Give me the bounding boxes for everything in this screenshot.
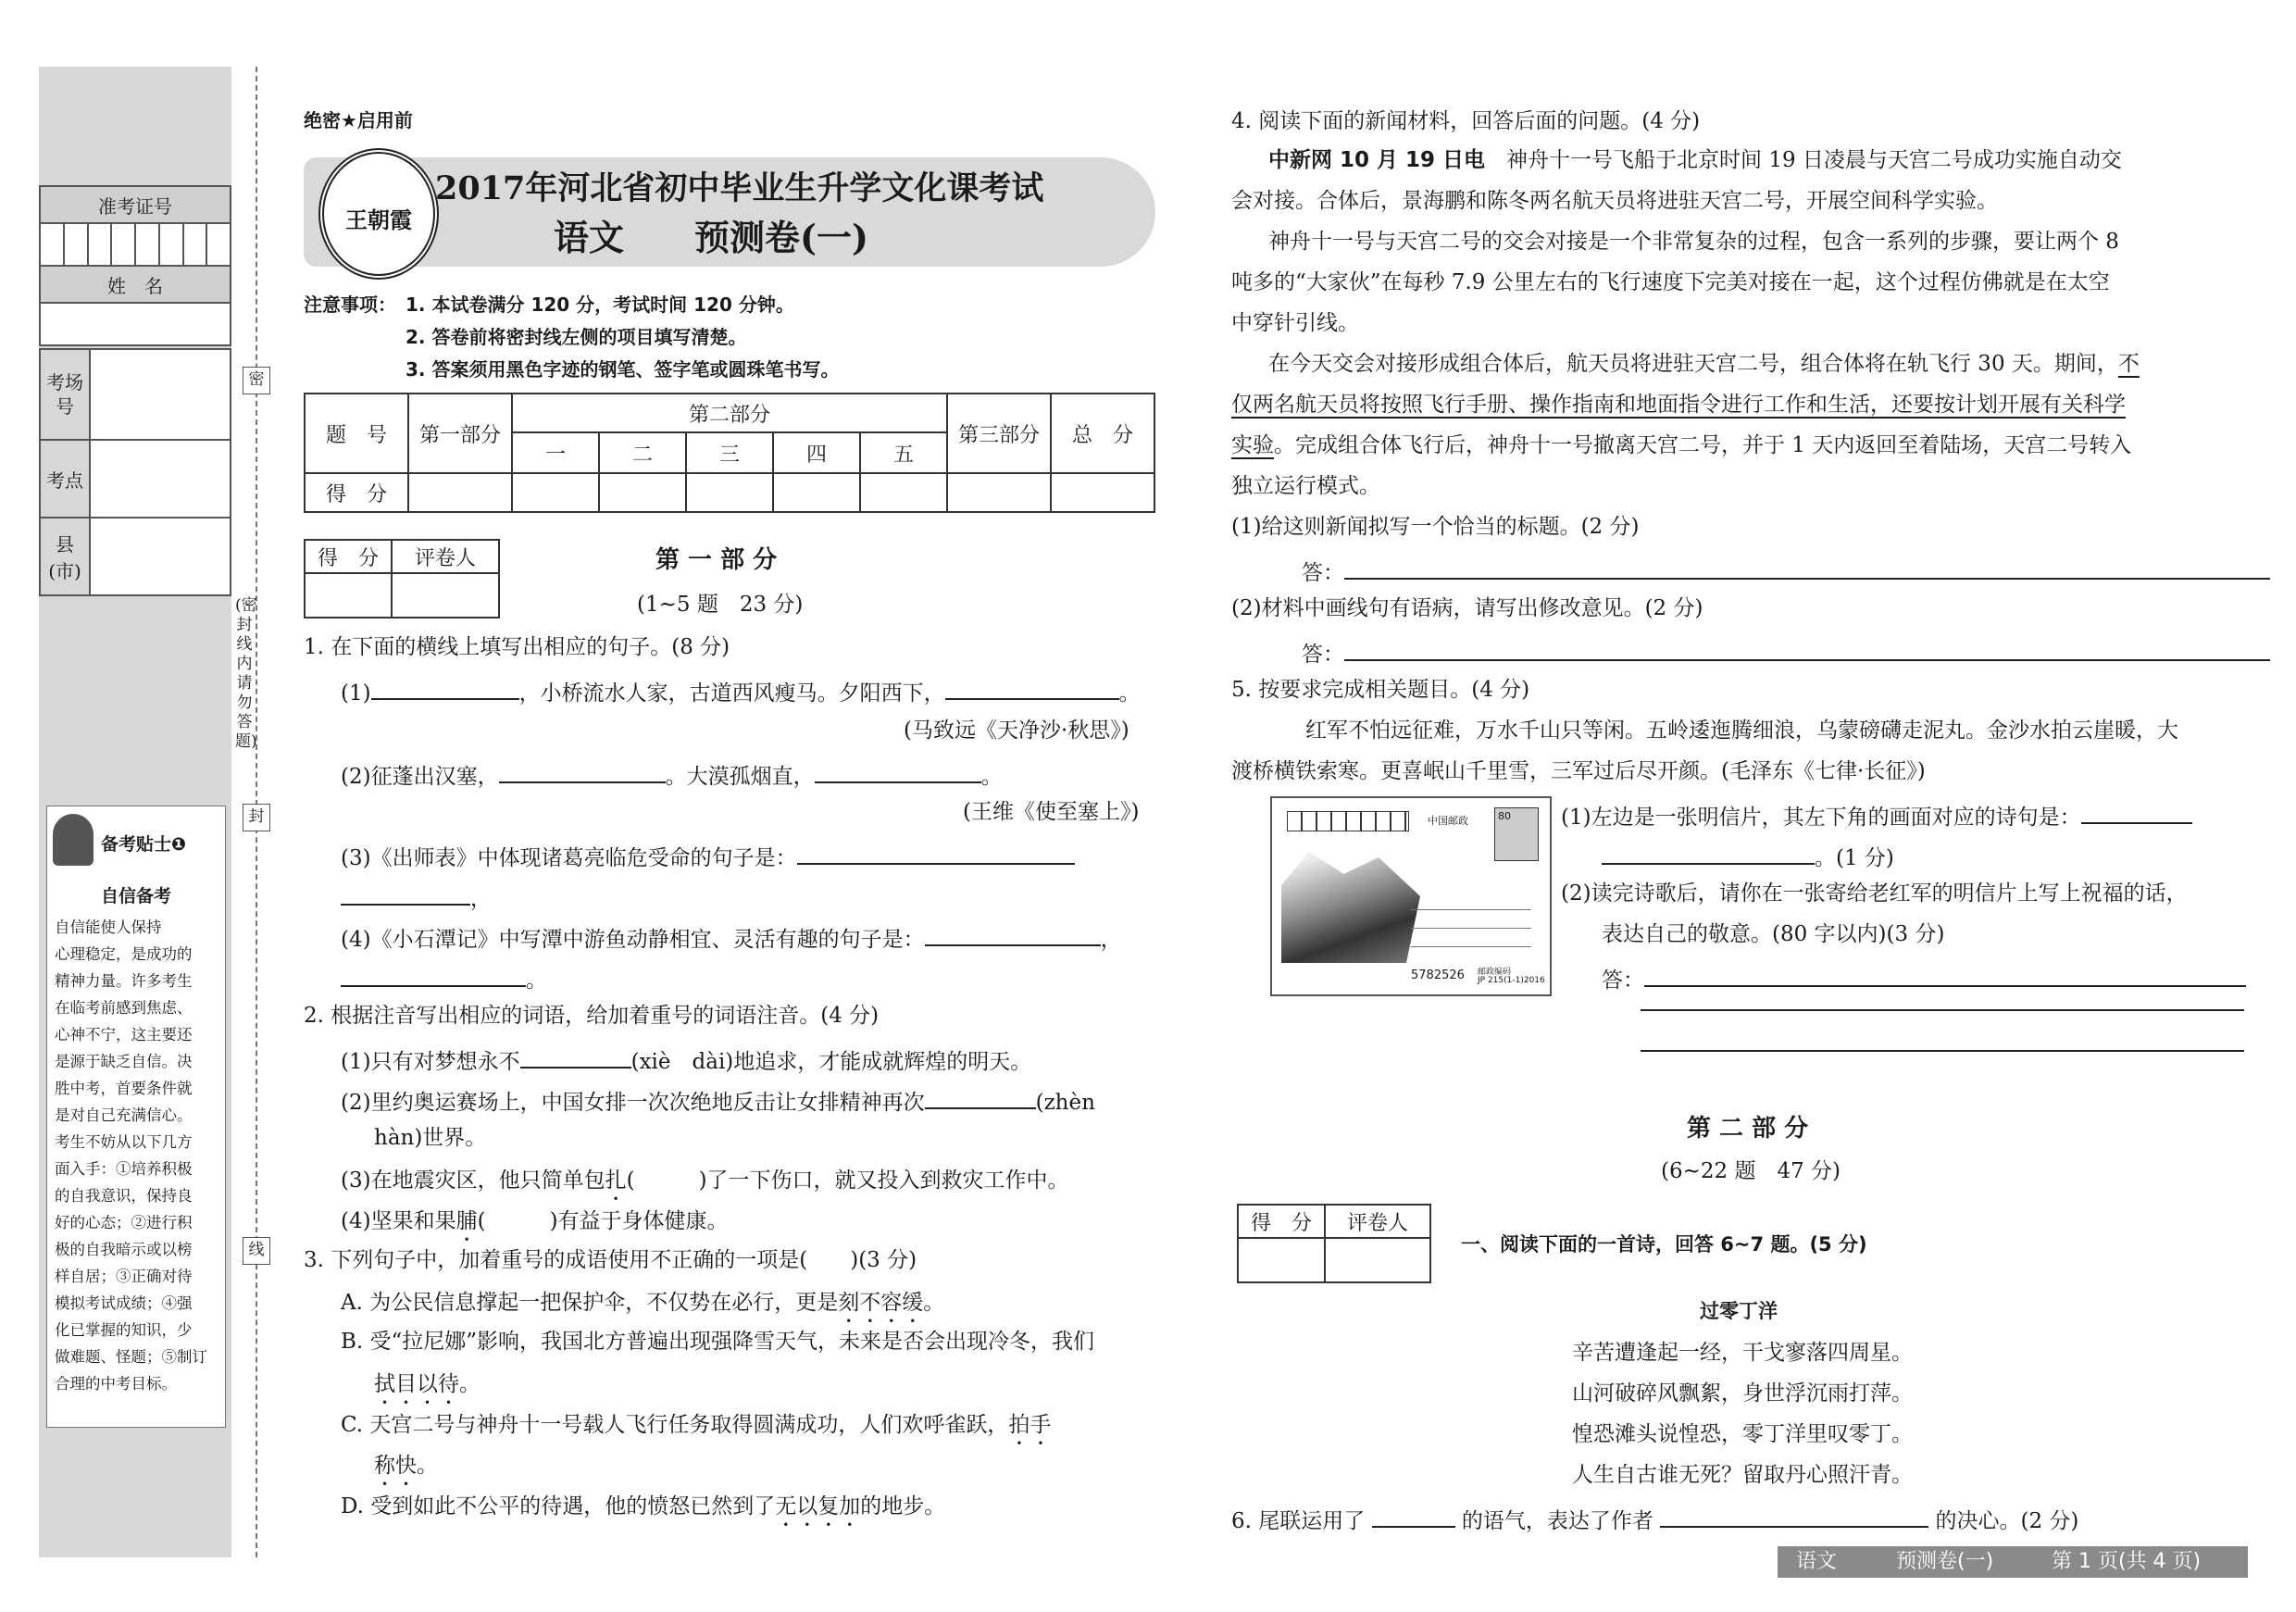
score-header: 第三部分	[947, 394, 1051, 473]
q2-stem: 2. 根据注音写出相应的词语，给加着重号的词语注音。(4 分)	[304, 1004, 880, 1028]
q1-s4-cont: 。	[341, 965, 547, 992]
q4-p1: 中新网 10 月 19 日电 神舟十一号飞船于北京时间 19 日凌晨与天宫二号成功实施自动交	[1268, 148, 2122, 172]
answer-line[interactable]	[1344, 639, 2270, 661]
part1-range: (1~5 题 23 分)	[637, 593, 804, 617]
score-cell[interactable]	[512, 473, 599, 512]
score-subheader: 四	[773, 432, 860, 473]
answer-line[interactable]	[1344, 557, 2270, 580]
exam-number-cell[interactable]	[88, 223, 112, 266]
score-header: 总 分	[1051, 394, 1154, 473]
name-field[interactable]	[40, 303, 231, 345]
answer-blank[interactable]	[2081, 802, 2192, 824]
paper-subtitle: 语文 预测卷(一)	[554, 217, 868, 258]
exam-number-cell[interactable]	[206, 223, 231, 266]
q3-option-c-cont: 称快。	[374, 1454, 438, 1478]
q2-l2-cont: hàn)世界。	[374, 1126, 487, 1150]
q2-l1: (1)只有对梦想永不 (xiè dài)地追求，才能成就辉煌的明天。	[341, 1046, 1031, 1073]
scholar-icon	[53, 814, 94, 866]
grader-score-label: 得 分	[305, 540, 392, 573]
tip-line: 合理的中考目标。	[55, 1375, 177, 1393]
answer-blank[interactable]	[925, 924, 1101, 946]
q5-sub1-cont: 。(1 分)	[1602, 843, 1894, 869]
exam-number-label: 准考证号	[40, 186, 231, 223]
answer-blank[interactable]	[1602, 843, 1815, 865]
q4-p1-cont: 会对接。合体后，景海鹏和陈冬两名航天员将进驻天宫二号，开展空间科学实验。	[1231, 189, 1998, 213]
q4-stem: 4. 阅读下面的新闻材料，回答后面的问题。(4 分)	[1231, 109, 1701, 133]
q4-p3-underlined: 仅两名航天员将按照飞行手册、操作指南和地面指令进行工作和生活，还要按计划开展有关科学	[1231, 393, 2126, 417]
answer-line[interactable]	[1644, 965, 2246, 987]
answer-blank[interactable]	[1372, 1506, 1455, 1528]
score-subheader: 一	[512, 432, 599, 473]
q4-sub1-answer: 答：	[1302, 557, 2270, 584]
notice-item: 1. 本试卷满分 120 分，考试时间 120 分钟。	[406, 294, 794, 316]
publisher-logo	[318, 148, 439, 280]
poem-line: 辛苦遭逢起一经，干戈寥落四周星。	[1572, 1341, 1913, 1365]
postcard-serial: JP 215(1-1)2016	[1478, 976, 1545, 985]
q3-option-a: A. 为公民信息撑起一把保护伞，不仅势在必行，更是刻不容缓。	[341, 1291, 945, 1315]
tip-line: 胜中考，首要条件就	[55, 1080, 193, 1097]
q6: 6. 尾联运用了 的语气，表达了作者 的决心。(2 分)	[1231, 1506, 2078, 1532]
q1-stem: 1. 在下面的横线上填写出相应的句子。(8 分)	[304, 635, 730, 659]
seal-mark-feng: 封	[243, 804, 270, 831]
q4-p2-cont: 吨多的“大家伙”在每秒 7.9 公里左右的飞行速度下完美对接在一起，这个过程仿佛就是在太空	[1231, 270, 2110, 294]
grader-label: 评卷人	[1325, 1205, 1430, 1238]
q2-l3: (3)在地震灾区，他只简单包扎( )了一下伤口，就又投入到救灾工作中。	[341, 1168, 1069, 1193]
tip-line: 是源于缺乏自信。决	[55, 1053, 193, 1070]
q5-poem: 红军不怕远征难，万水千山只等闲。五岭逶迤腾细浪，乌蒙磅礴走泥丸。金沙水拍云崖暖，大	[1305, 719, 2178, 743]
answer-line[interactable]	[1641, 1009, 2244, 1011]
exam-room-label: 考场号	[40, 349, 90, 440]
answer-blank[interactable]	[520, 1046, 631, 1068]
notice-label: 注意事项：	[304, 294, 396, 316]
postcard-brand: 中国邮政	[1428, 815, 1468, 827]
grader-cell[interactable]	[392, 573, 499, 618]
answer-blank[interactable]	[797, 843, 1075, 865]
q1-s1: (1) ，小桥流水人家，古道西风瘦马。夕阳西下， 。	[341, 678, 1141, 705]
page-footer	[1778, 1546, 2248, 1578]
q3-stem: 3. 下列句子中，加着重号的成语使用不正确的一项是( )(3 分)	[304, 1248, 917, 1272]
exam-number-cell[interactable]	[159, 223, 183, 266]
answer-blank[interactable]	[341, 883, 470, 906]
q1-s3-cont: ，	[341, 883, 492, 910]
q3-option-c: C. 天宫二号与神舟十一号载人飞行任务取得圆满成功，人们欢呼雀跃，拍手	[341, 1413, 1052, 1437]
seal-note: (密封线内请勿答题)	[235, 596, 257, 751]
address-line	[1411, 928, 1531, 929]
tip-body	[55, 914, 221, 1397]
postcard-small: 邮政编码	[1478, 968, 1512, 977]
q5-sub2-cont: 表达自己的敬意。(80 字以内)(3 分)	[1602, 922, 1945, 946]
section1-title: 一、阅读下面的一首诗，回答 6~7 题。(5 分)	[1461, 1233, 1867, 1256]
tip-line: 在临考前感到焦虑、	[55, 999, 193, 1017]
tip-line: 心神不宁，这主要还	[55, 1026, 193, 1043]
candidate-info-table	[39, 185, 231, 346]
seal-sidebar	[39, 67, 231, 1557]
q1-s1-source: (马致远《天净沙·秋思》)	[904, 719, 1129, 743]
answer-line[interactable]	[1641, 1050, 2244, 1052]
location-table	[39, 348, 231, 596]
score-row-label: 得 分	[305, 473, 408, 512]
tip-line: 样自居；③正确对待	[55, 1268, 193, 1285]
exam-number-cell[interactable]	[64, 223, 88, 266]
tip-line: 心理稳定，是成功的	[55, 945, 193, 963]
exam-room-field[interactable]	[90, 349, 231, 440]
poem-line: 山河破碎风飘絮，身世浮沉雨打萍。	[1572, 1381, 1913, 1406]
answer-blank[interactable]	[925, 1087, 1036, 1109]
score-subheader: 三	[686, 432, 773, 473]
address-line	[1411, 946, 1531, 947]
score-cell[interactable]	[1051, 473, 1154, 512]
q5-sub2: (2)读完诗歌后，请你在一张寄给老红军的明信片上写上祝福的话，	[1561, 881, 2188, 906]
exam-number-cell[interactable]	[135, 223, 159, 266]
score-header: 题 号	[305, 394, 408, 473]
answer-blank[interactable]	[1660, 1506, 1928, 1528]
q4-sub1: (1)给这则新闻拟写一个恰当的标题。(2 分)	[1231, 515, 1640, 539]
tip-line: 精神力量。许多考生	[55, 972, 193, 990]
poem-title: 过零丁洋	[1700, 1300, 1778, 1322]
grader-score-cell[interactable]	[305, 573, 392, 618]
q4-p2-end: 中穿针引线。	[1231, 311, 1359, 335]
tip-line: 模拟考试成绩；④强	[55, 1294, 193, 1312]
answer-blank[interactable]	[815, 761, 981, 783]
postcode-boxes	[1287, 811, 1409, 831]
county-label: 县(市)	[40, 518, 90, 595]
footer-page: 第 1 页(共 4 页)	[2052, 1550, 2202, 1573]
postcard-code: 5782526	[1411, 968, 1465, 982]
notice-item: 2. 答卷前将密封线左侧的项目填写清楚。	[406, 326, 747, 348]
q5-sub1: (1)左边是一张明信片，其左下角的画面对应的诗句是：	[1561, 802, 2192, 829]
stamp-value: 80	[1498, 810, 1511, 822]
tip-line: 是对自己充满信心。	[55, 1106, 193, 1124]
part2-range: (6~22 题 47 分)	[1661, 1159, 1841, 1183]
q1-s2-source: (王维《使至塞上》)	[963, 800, 1140, 824]
name-label: 姓 名	[40, 266, 231, 303]
score-header: 第二部分	[512, 394, 947, 432]
tip-badge: 备考贴士❶	[101, 834, 187, 855]
grader-label: 评卷人	[392, 540, 499, 573]
exam-site-label: 考点	[40, 440, 90, 518]
exam-number-cell[interactable]	[111, 223, 135, 266]
address-line	[1411, 909, 1531, 910]
logo-text: 王朝霞	[345, 206, 412, 233]
score-subheader: 五	[860, 432, 947, 473]
q4-p3-cont: 实验。完成组合体飞行后，神舟十一号撤离天宫二号，并于 1 天内返回至着陆场，天宫二号转入	[1231, 433, 2132, 457]
answer-blank[interactable]	[945, 678, 1119, 700]
seal-mark-xian: 线	[243, 1237, 270, 1265]
score-cell[interactable]	[947, 473, 1051, 512]
grader-box-1	[304, 539, 500, 619]
q4-sub2: (2)材料中画线句有语病，请写出修改意见。(2 分)	[1231, 596, 1703, 620]
stamp-image	[1494, 807, 1539, 861]
seal-mark-mi: 密	[243, 367, 270, 394]
exam-number-cell[interactable]	[183, 223, 207, 266]
grader-score-cell[interactable]	[1238, 1238, 1325, 1282]
county-field[interactable]	[90, 518, 231, 595]
q1-s4: (4)《小石潭记》中写潭中游鱼动静相宜、灵活有趣的句子是： ，	[341, 924, 1122, 951]
grader-cell[interactable]	[1325, 1238, 1430, 1282]
tip-line: 做难题、怪题；⑤制订	[55, 1348, 207, 1366]
q4-p2: 神舟十一号与天宫二号的交会对接是一个非常复杂的过程，包含一系列的步骤，要让两个 8	[1268, 230, 2119, 254]
secret-label: 绝密★启用前	[304, 109, 413, 131]
score-cell[interactable]	[408, 473, 512, 512]
q4-sub2-answer: 答：	[1302, 639, 2270, 666]
q4-p3-end: 独立运行模式。	[1231, 474, 1380, 498]
q1-s3: (3)《出师表》中体现诸葛亮临危受命的句子是：	[341, 843, 1075, 869]
tip-line: 好的心态；②进行积	[55, 1214, 193, 1231]
q5-sub2-answer: 答：	[1602, 965, 2246, 992]
part2-title: 第 二 部 分	[1687, 1115, 1809, 1143]
tip-line: 化已掌握的知识，少	[55, 1321, 193, 1339]
exam-site-field[interactable]	[90, 440, 231, 518]
q5-stem: 5. 按要求完成相关题目。(4 分)	[1231, 678, 1530, 702]
tip-line: 极的自我暗示或以榜	[55, 1241, 193, 1258]
exam-title: 2017年河北省初中毕业生升学文化课考试	[435, 169, 1044, 207]
tip-line: 考生不妨从以下几方	[55, 1133, 193, 1151]
tip-line: 自信能使人保持	[55, 918, 162, 936]
q3-option-b: B. 受“拉尼娜”影响，我国北方普遍出现强降雪天气，未来是否会出现冷冬，我们	[341, 1330, 1095, 1354]
long-march-illustration	[1281, 852, 1420, 963]
answer-blank[interactable]	[499, 761, 666, 783]
score-cell[interactable]	[860, 473, 947, 512]
postcard	[1270, 796, 1552, 996]
notice-item: 3. 答案须用黑色字迹的钢笔、签字笔或圆珠笔书写。	[406, 358, 840, 381]
score-header: 第一部分	[408, 394, 512, 473]
score-cell[interactable]	[686, 473, 773, 512]
tip-title: 自信备考	[100, 886, 171, 906]
grader-score-label: 得 分	[1238, 1205, 1325, 1238]
footer-subject: 语文	[1796, 1550, 1838, 1573]
score-subheader: 二	[599, 432, 686, 473]
q3-option-b-cont: 拭目以待。	[374, 1372, 480, 1396]
footer-paper: 预测卷(一)	[1896, 1550, 1994, 1573]
tip-line: 面入手：①培养积极	[55, 1160, 193, 1178]
tip-box	[46, 806, 226, 1428]
answer-blank[interactable]	[371, 678, 519, 700]
q2-l2: (2)里约奥运赛场上，中国女排一次次绝地反击让女排精神再次 (zhèn	[341, 1087, 1095, 1114]
exam-number-cell[interactable]	[40, 223, 64, 266]
q4-p3: 在今天交会对接形成组合体后，航天员将进驻天宫二号，组合体将在轨飞行 30 天。期间，不	[1268, 352, 2140, 376]
poem-line: 人生自古谁无死？留取丹心照汗青。	[1572, 1463, 1913, 1487]
grader-box-2	[1237, 1204, 1431, 1283]
q3-option-d: D. 受到如此不公平的待遇，他的愤怒已然到了无以复加的地步。	[341, 1494, 946, 1518]
poem-line: 惶恐滩头说惶恐，零丁洋里叹零丁。	[1572, 1422, 1913, 1446]
q5-poem-cont: 渡桥横铁索寒。更喜岷山千里雪，三军过后尽开颜。(毛泽东《七律·长征》)	[1231, 759, 1926, 783]
q2-l4: (4)坚果和果脯( )有益于身体健康。	[341, 1209, 729, 1233]
answer-blank[interactable]	[341, 965, 526, 987]
score-table	[304, 393, 1155, 513]
q1-s2: (2)征蓬出汉塞， 。大漠孤烟直， 。	[341, 761, 1003, 788]
score-cell[interactable]	[599, 473, 686, 512]
part1-title: 第 一 部 分	[655, 546, 778, 574]
score-cell[interactable]	[773, 473, 860, 512]
tip-line: 的自我意识，保持良	[55, 1187, 193, 1205]
